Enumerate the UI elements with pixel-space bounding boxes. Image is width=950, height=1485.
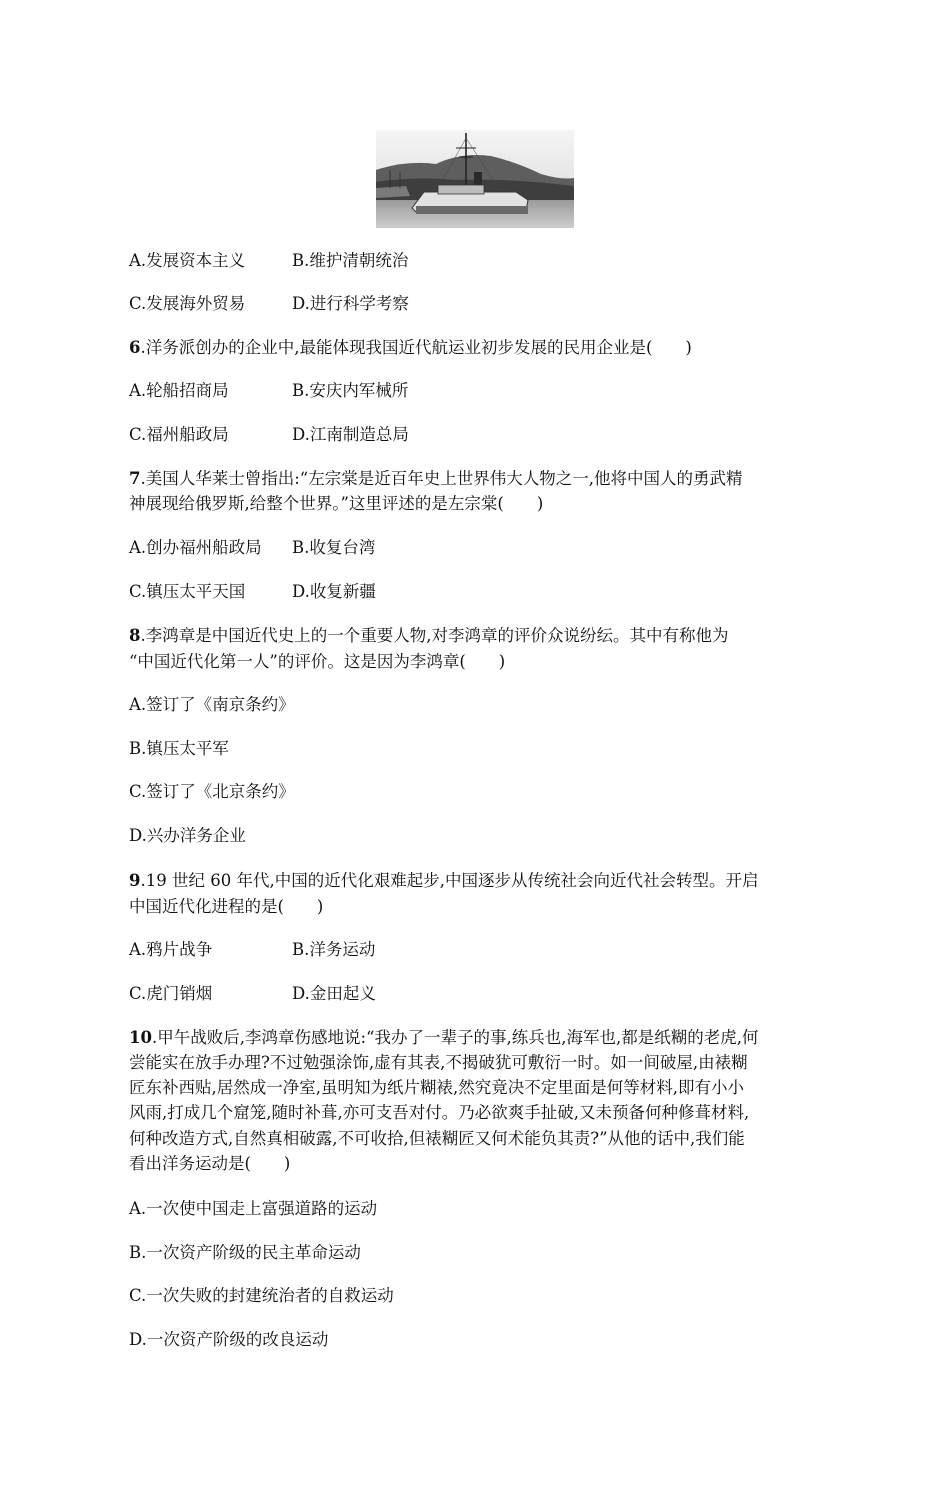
question-text-line: 尝能实在放手办理?不过勉强涂饰,虚有其表,不揭破犹可敷衍一时。如一间破屋,由裱糊 bbox=[129, 1053, 748, 1072]
option-b[interactable]: B.一次资产阶级的民主革命运动 bbox=[129, 1243, 361, 1262]
question-text-line: 风雨,打成几个窟笼,随时补葺,亦可支吾对付。乃必欲爽手扯破,又未预备何种修葺材料, bbox=[129, 1103, 750, 1122]
question-text-line: 匠东补西贴,居然成一净室,虽明知为纸片糊裱,然究竟决不定里面是何等材料,即有小小 bbox=[129, 1078, 744, 1097]
option-b[interactable]: B.镇压太平军 bbox=[129, 739, 229, 758]
option-a[interactable]: A.一次使中国走上富强道路的运动 bbox=[129, 1199, 378, 1218]
question-number: 7 bbox=[129, 469, 141, 488]
question-text: .美国人华莱士曾指出:“左宗棠是近百年史上世界伟大人物之一,他将中国人的勇武精 bbox=[140, 469, 743, 488]
question-stem bbox=[129, 868, 758, 894]
question-text: .洋务派创办的企业中,最能体现我国近代航运业初步发展的民用企业是( ) bbox=[140, 338, 692, 357]
option-d[interactable]: D.江南制造总局 bbox=[292, 425, 409, 444]
question-text: .李鸿章是中国近代史上的一个重要人物,对李鸿章的评价众说纷纭。其中有称他为 bbox=[140, 626, 729, 645]
question-text-line: 神展现给俄罗斯,给整个世界。”这里评述的是左宗棠( ) bbox=[129, 494, 544, 513]
option-a[interactable]: A.签订了《南京条约》 bbox=[129, 695, 295, 714]
option-c[interactable]: C.发展海外贸易 bbox=[129, 294, 246, 313]
option-d[interactable]: D.收复新疆 bbox=[292, 582, 376, 601]
question-text: .19 世纪 60 年代,中国的近代化艰难起步,中国逐步从传统社会向近代社会转型。开启 bbox=[140, 871, 759, 890]
option-a[interactable]: A.发展资本主义 bbox=[129, 251, 246, 270]
option-d[interactable]: D.一次资产阶级的改良运动 bbox=[129, 1330, 329, 1349]
question-stem bbox=[129, 623, 728, 649]
question-number: 6 bbox=[129, 338, 141, 357]
question-text-line: 看出洋务运动是( ) bbox=[129, 1154, 291, 1173]
option-c[interactable]: C.一次失败的封建统治者的自救运动 bbox=[129, 1286, 394, 1305]
question-number: 10 bbox=[129, 1028, 152, 1047]
option-c[interactable]: C.签订了《北京条约》 bbox=[129, 782, 295, 801]
question-number: 9 bbox=[129, 871, 141, 890]
question-stem bbox=[129, 1025, 758, 1051]
warship-photo bbox=[376, 130, 574, 228]
option-d[interactable]: D.兴办洋务企业 bbox=[129, 826, 246, 845]
option-c[interactable]: C.镇压太平天国 bbox=[129, 582, 246, 601]
option-b[interactable]: B.安庆内军械所 bbox=[292, 381, 409, 400]
option-b[interactable]: B.维护清朝统治 bbox=[292, 251, 409, 270]
option-c[interactable]: C.福州船政局 bbox=[129, 425, 229, 444]
question-text-line: 中国近代化进程的是( ) bbox=[129, 897, 324, 916]
option-a[interactable]: A.鸦片战争 bbox=[129, 940, 213, 959]
question-text-line: 何种改造方式,自然真相破露,不可收拾,但裱糊匠又何术能负其责?”从他的话中,我们能 bbox=[129, 1129, 745, 1148]
option-a[interactable]: A.创办福州船政局 bbox=[129, 538, 262, 557]
question-stem bbox=[129, 466, 742, 492]
question-stem bbox=[129, 335, 692, 361]
option-d[interactable]: D.金田起义 bbox=[292, 984, 376, 1003]
question-number: 8 bbox=[129, 626, 141, 645]
option-b[interactable]: B.洋务运动 bbox=[292, 940, 376, 959]
question-text-line: “中国近代化第一人”的评价。这是因为李鸿章( ) bbox=[129, 652, 506, 671]
option-b[interactable]: B.收复台湾 bbox=[292, 538, 376, 557]
question-text: .甲午战败后,李鸿章伤感地说:“我办了一辈子的事,练兵也,海军也,都是纸糊的老虎,何 bbox=[151, 1028, 759, 1047]
option-c[interactable]: C.虎门销烟 bbox=[129, 984, 213, 1003]
option-a[interactable]: A.轮船招商局 bbox=[129, 381, 229, 400]
option-d[interactable]: D.进行科学考察 bbox=[292, 294, 409, 313]
